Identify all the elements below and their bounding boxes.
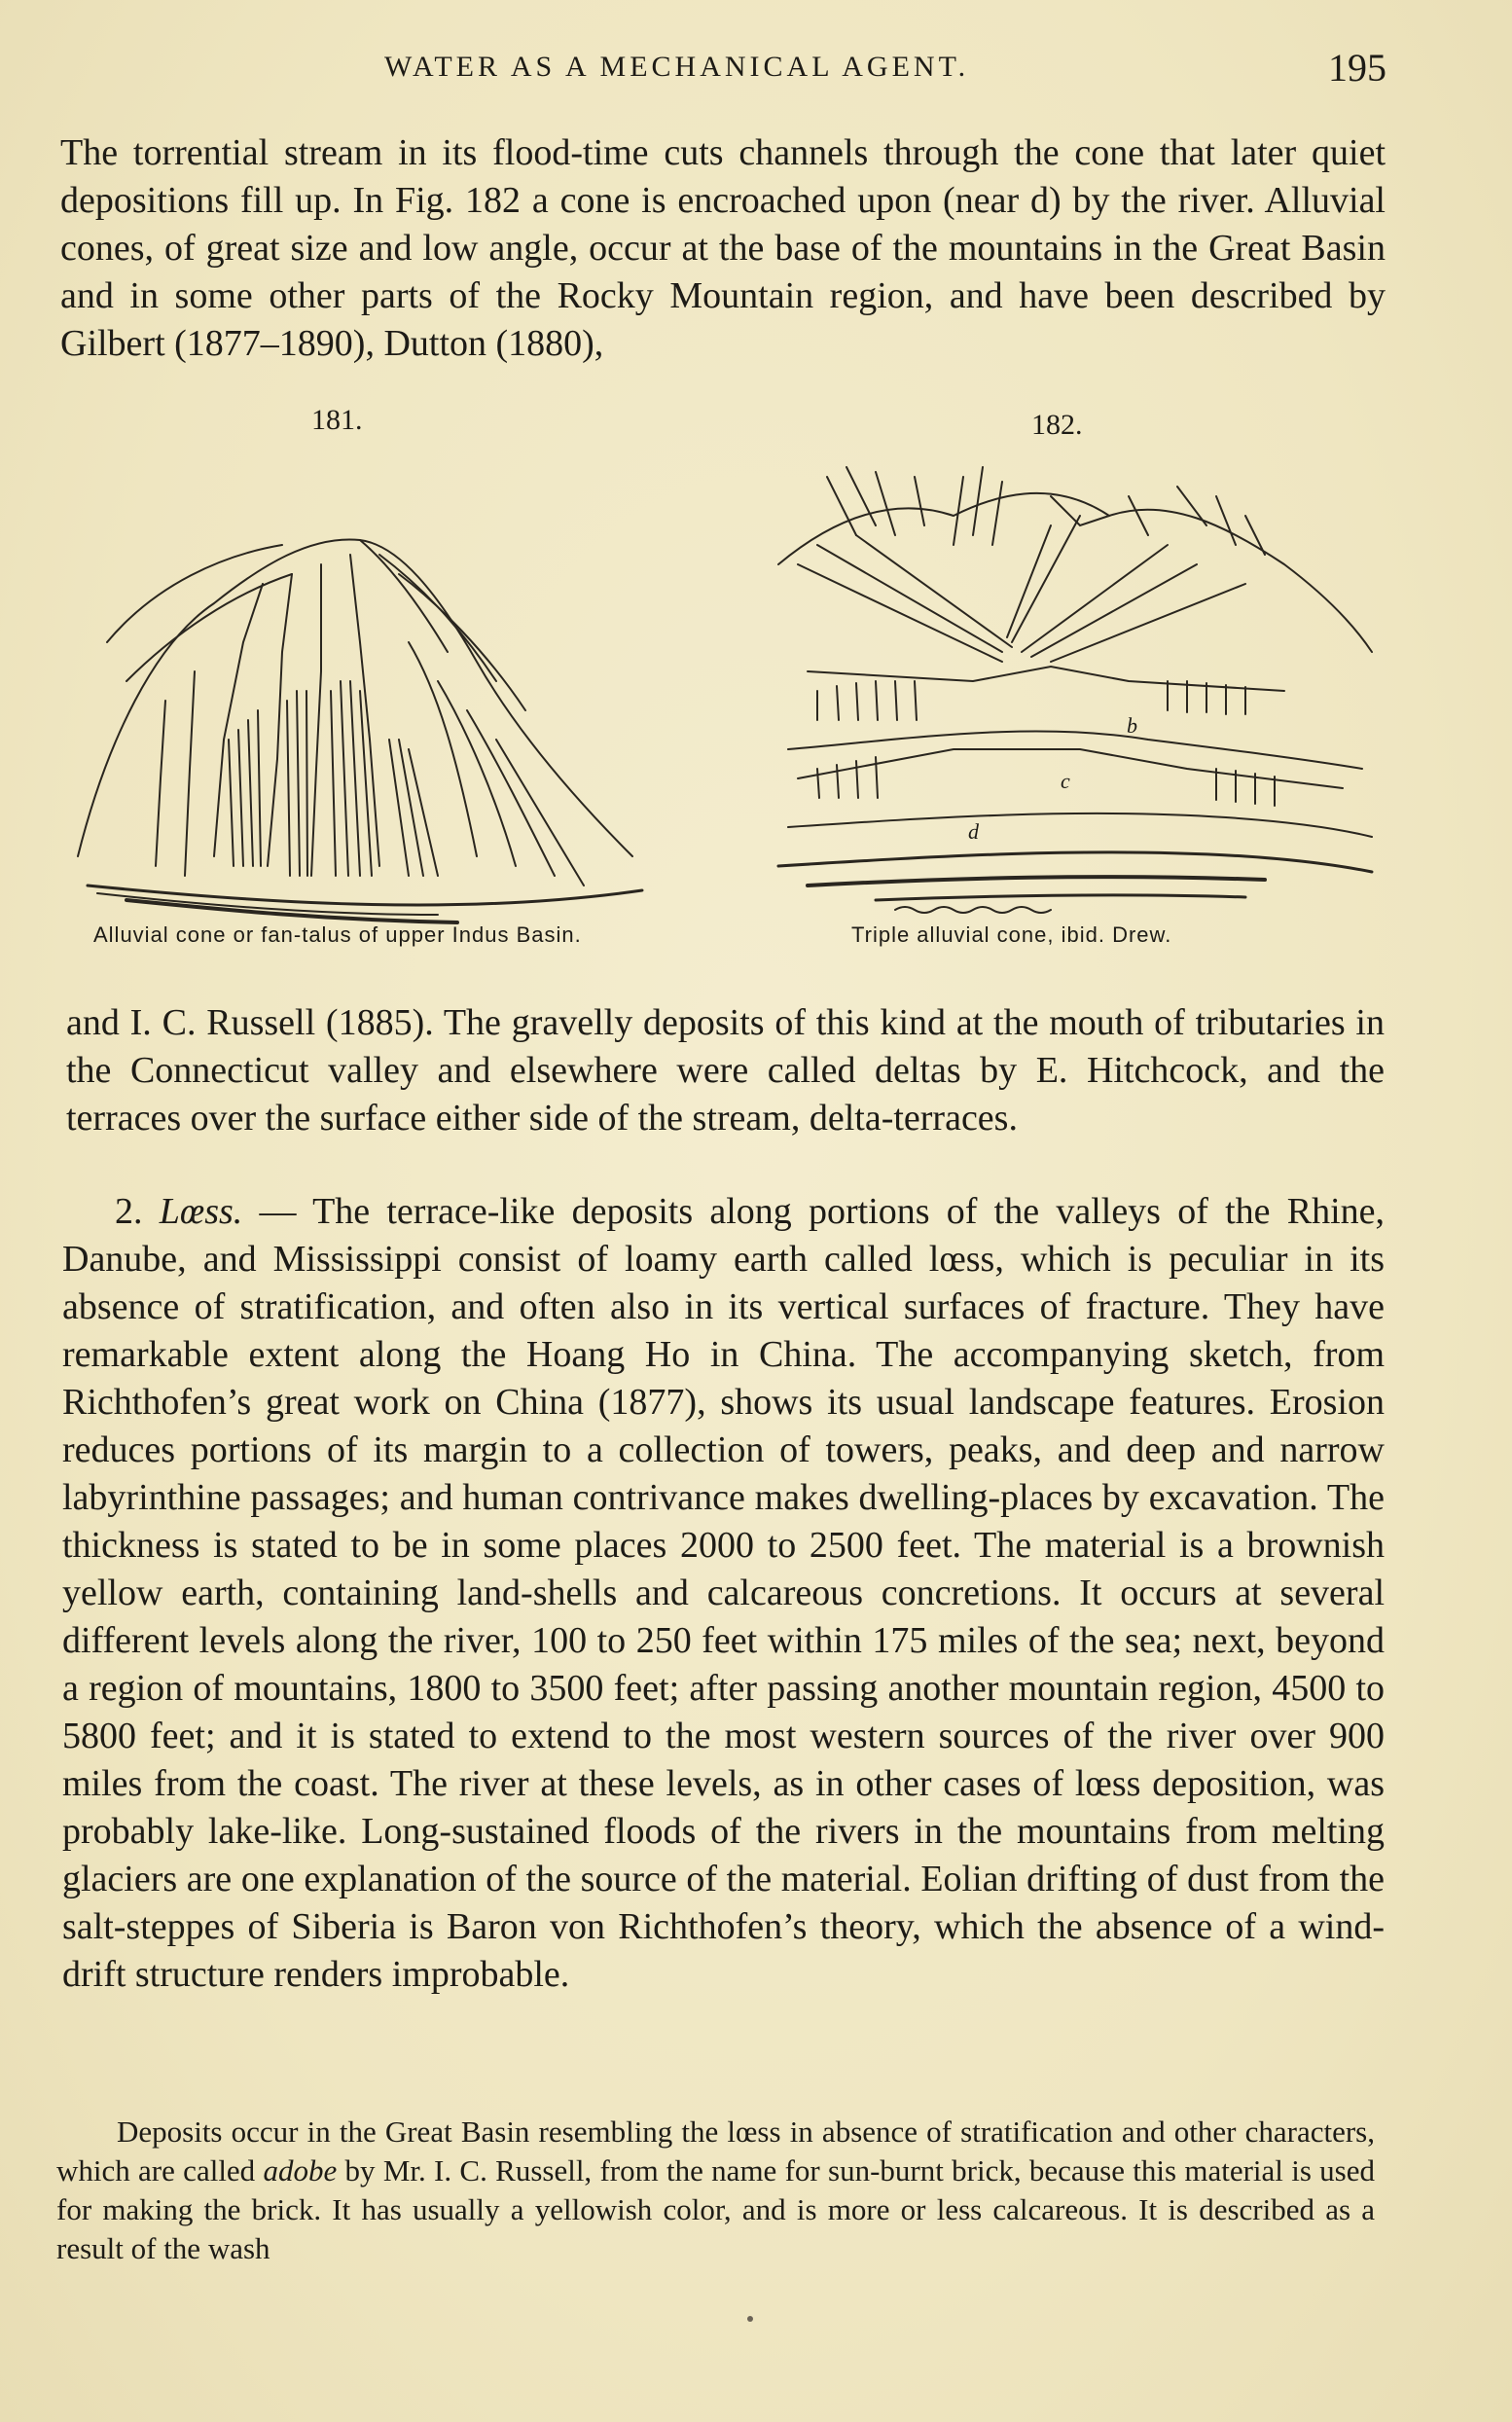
loess-body: — The terrace-like deposits along portions of the valleys of the Rhine, Danube, and Mississippi consist of loamy earth called lœss, which is peculiar in its absence of stratification, and often also in its vertical surfaces of fracture. They have remarkable extent along the Hoang Ho in China. The accompanying sketch, from Richthofen’s great work on China (1877), shows its usual landscape features. Erosion reduces portions of its margin to a collection of towers, peaks, and deep and narrow labyrinthine passages; and human contrivance makes dwelling-places by excavation. The thickness is stated to be in some places 2000 to 2500 feet. The material is a brownish yellow earth, containing land-shells and calcareous concretions. It occurs at several different levels along the river, 100 to 250 feet within 175 miles of the sea; next, beyond a region of mountains, 1800 to 3500 feet; after passing another mountain region, 4500 to 5800 feet; and it is stated to extend to the most western sources of the river over 900 miles from the coast. The river at these levels, as in other cases of lœss deposition, was probably lake-like. Long-sustained floods of the rivers in the mountains from melting glaciers are one explanation of the source of the material. Eolian drifting of dust from the salt-steppes of Siberia is Baron von Richthofen’s theory, which the absence of a wind-drift structure renders improbable. bbox=[62, 1191, 1386, 1995]
adobe-note bbox=[56, 2113, 1375, 2268]
running-head bbox=[384, 45, 1386, 90]
figure-182-number: 182. bbox=[1031, 409, 1083, 441]
loess-paragraph bbox=[62, 1188, 1385, 1999]
figure-181-caption: Alluvial cone or fan-talus of upper Indus Basin. bbox=[93, 922, 582, 947]
figure-181-number: 181. bbox=[311, 404, 363, 436]
adobe-note-text-after: by Mr. I. C. Russell, from the name for sun-burnt brick, because this material is used for making the brick. It has usually a yellowish color, and is more or less calcareous. It is described as a result of the wash bbox=[56, 2153, 1376, 2265]
figure-182 bbox=[749, 394, 1391, 978]
figure-181-illustration bbox=[68, 448, 730, 954]
figure-182-label-d: d bbox=[968, 819, 979, 844]
page-number: 195 bbox=[1328, 46, 1386, 90]
adobe-term: adobe bbox=[263, 2153, 338, 2187]
loess-section-number: 2. bbox=[115, 1191, 143, 1232]
figure-182-caption: Triple alluvial cone, ibid. Drew. bbox=[851, 922, 1172, 947]
opening-paragraph: The torrential stream in its flood-time cuts channels through the cone that later quiet depositions fill up. In Fig. 182 a cone is encroached upon (near d) by the river. Alluvial cones, of great size and low angle, occur at the base of the mountains in the Great Basin and in some other parts of the Rocky Mountain region, and have been described by Gilbert (1877–1890), Dutton (1880), bbox=[60, 132, 1386, 364]
figure-181 bbox=[49, 389, 730, 973]
paper-speck bbox=[747, 2316, 753, 2322]
adobe-note-text-before: Deposits occur in the Great Basin resembling the lœss in absence of stratification and other characters, which are called bbox=[56, 2115, 1375, 2187]
loess-heading: Lœss. bbox=[159, 1191, 243, 1232]
continuation-paragraph: and I. C. Russell (1885). The gravelly deposits of this kind at the mouth of tributaries in the Connecticut valley and elsewhere were called deltas by E. Hitchcock, and the terraces over the surface either side of the stream, delta-terraces. bbox=[66, 1002, 1385, 1139]
figure-182-label-c: c bbox=[1061, 769, 1070, 793]
figure-182-illustration bbox=[759, 457, 1382, 934]
running-title: WATER AS A MECHANICAL AGENT. bbox=[384, 51, 970, 83]
figure-182-label-b: b bbox=[1127, 713, 1137, 738]
